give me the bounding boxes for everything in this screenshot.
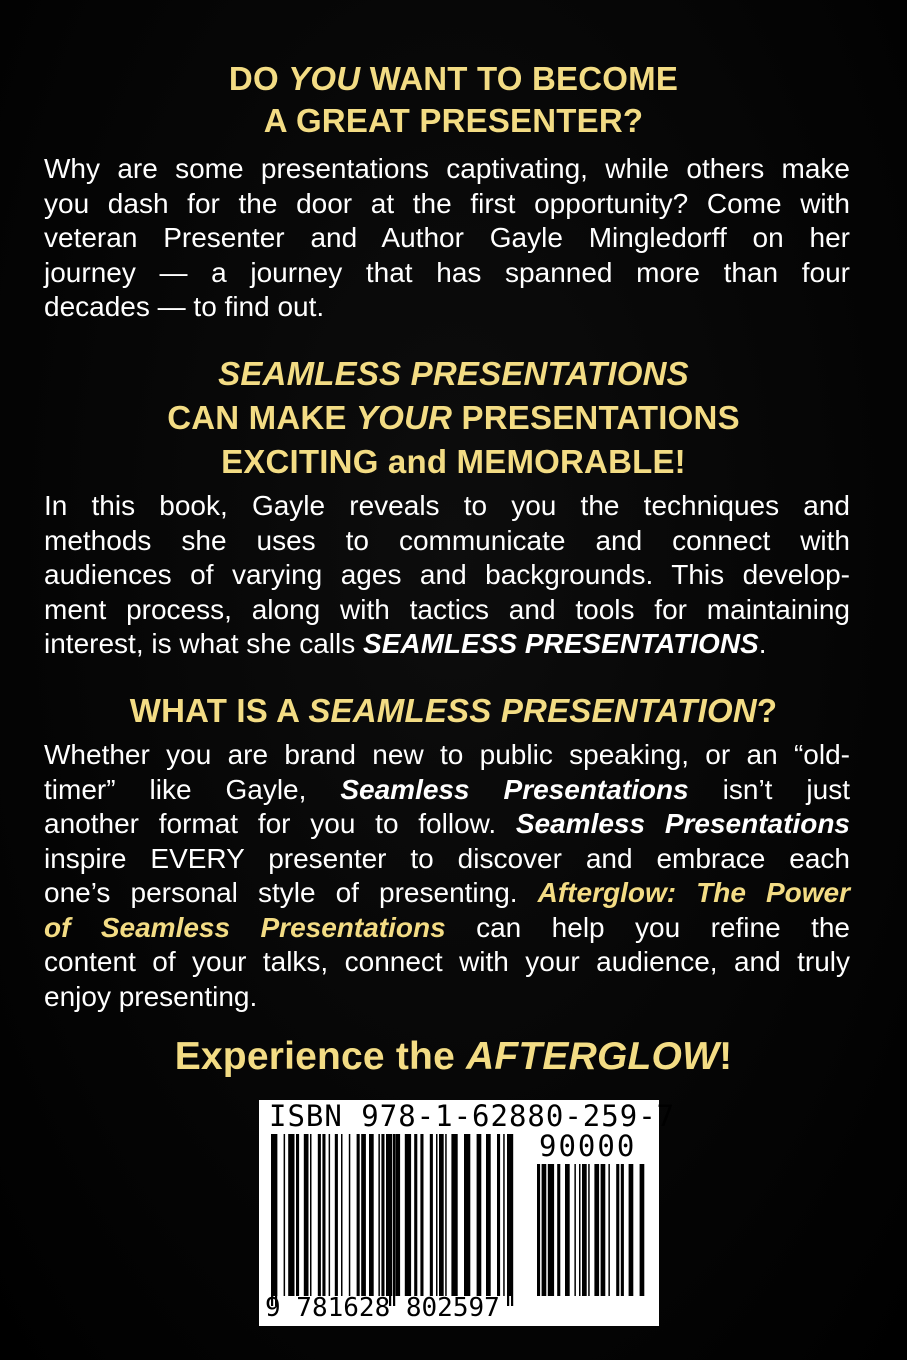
barcode-bar (477, 1134, 482, 1296)
paragraph-text: another format for you to follow. (44, 808, 516, 839)
barcode-bar (349, 1134, 351, 1296)
barcode-bar (588, 1164, 590, 1296)
barcode-bar (574, 1164, 576, 1296)
paragraph-line: Why are some presentations captivating, while others make (44, 153, 850, 184)
headline-text: WHAT IS A (129, 692, 309, 729)
barcode-guard-bar (271, 1134, 273, 1306)
barcode-bar (601, 1164, 606, 1296)
paragraph-line: you dash for the door at the first opportunity? Come with (44, 187, 850, 219)
barcode-guard-bar (511, 1134, 513, 1306)
barcode-bar (318, 1134, 321, 1296)
paragraph-line: Whether you are brand new to public speaking, or an “old- (44, 739, 850, 770)
paragraph-line (44, 807, 850, 842)
barcode-bar (439, 1134, 444, 1296)
barcode-bar (565, 1164, 570, 1296)
headline-become-presenter (0, 58, 907, 142)
barcode-bar (503, 1134, 505, 1296)
headline-emphasis: YOUR (356, 399, 453, 436)
paragraph-line: ment process, along with tactics and tools for maintaining (44, 593, 850, 625)
price-code: 90000 (539, 1129, 637, 1163)
barcode-bar (420, 1134, 423, 1296)
paragraph-line (44, 911, 850, 946)
barcode-bar (640, 1164, 645, 1296)
barcode-bar (341, 1134, 343, 1296)
barcode-bar (335, 1134, 338, 1296)
headline-text: ? (756, 692, 778, 729)
barcode-guard-bar (389, 1134, 391, 1306)
headline-text: ! (719, 1035, 733, 1078)
paragraph-text: one’s personal style of presenting. (44, 877, 538, 908)
barcode-bar (594, 1164, 599, 1296)
paragraph-emphasis: SEAMLESS PRESENTATIONS (363, 628, 759, 659)
paragraph-line: In this book, Gayle reveals to you the techniques and (44, 490, 850, 521)
paragraph-line: veteran Presenter and Author Gayle Mingledorff on her (44, 222, 850, 253)
barcode-digits: 9 781628 802597 (265, 1293, 500, 1323)
barcode-bar (310, 1134, 312, 1296)
barcode-guard-bar (393, 1134, 395, 1306)
headline-seamless-presentations (0, 352, 907, 484)
barcode-bar (414, 1134, 417, 1296)
paragraph-line: methods she uses to communicate and connect with (44, 524, 850, 556)
paragraph-line: decades — to find out. (44, 291, 325, 322)
barcode-bar (329, 1134, 331, 1296)
barcode-bar (369, 1134, 374, 1296)
paragraph-text: interest, is what she calls (44, 628, 364, 659)
headline-what-is (0, 690, 907, 732)
paragraph-text: timer” like Gayle, (44, 773, 341, 805)
barcode-bar (288, 1134, 294, 1296)
barcode-guard-bar (275, 1134, 277, 1306)
headline-line-2 (0, 396, 907, 440)
barcode-bar (361, 1134, 366, 1296)
headline-experience-afterglow (0, 1033, 907, 1081)
book-paragraph (44, 489, 850, 662)
barcode-bar (405, 1134, 411, 1296)
barcode-bar (608, 1164, 610, 1296)
headline-text: DO (228, 60, 289, 97)
barcode-bar (395, 1134, 400, 1296)
barcode-bar (579, 1164, 581, 1296)
barcode-bar (497, 1134, 500, 1296)
paragraph-line (44, 773, 850, 808)
barcode-bar (445, 1134, 447, 1296)
barcode-bar (537, 1164, 540, 1296)
barcode-bar (322, 1134, 325, 1296)
barcode-bar (296, 1134, 299, 1296)
headline-emphasis: SEAMLESS PRESENTATION (308, 692, 757, 729)
headline-emphasis: YOU (288, 60, 361, 97)
barcode-bar (381, 1134, 384, 1296)
paragraph-emphasis: Seamless Presentations (340, 773, 689, 805)
book-title-emphasis: of Seamless Presentations (44, 911, 446, 943)
barcode-bar (548, 1164, 554, 1296)
intro-paragraph (44, 152, 850, 325)
barcode-bar (557, 1164, 560, 1296)
headline-text: CAN MAKE (167, 399, 357, 436)
headline-line-2: A GREAT PRESENTER? (263, 102, 644, 139)
paragraph-line: journey — a journey that has spanned more than four (44, 256, 850, 288)
paragraph-text: isn’t just (688, 773, 850, 805)
barcode-bar (284, 1134, 286, 1296)
paragraph-text: can help you refine the (445, 911, 850, 943)
barcode-bar (542, 1164, 547, 1296)
barcode-bar (621, 1164, 624, 1296)
barcode-bar (451, 1134, 457, 1296)
barcode-bar (357, 1134, 360, 1296)
barcode-bar (486, 1134, 491, 1296)
barcode-guard-bar (507, 1134, 509, 1306)
headline-emphasis: SEAMLESS PRESENTATIONS (218, 355, 689, 392)
paragraph-line: inspire EVERY presenter to discover and embrace each (44, 842, 850, 874)
headline-line-1 (0, 690, 907, 732)
headline-line-1 (0, 352, 907, 396)
barcode-bar (436, 1134, 438, 1296)
paragraph-line (44, 627, 850, 662)
isbn-label: ISBN 978-1-62880-259-7 (269, 1099, 676, 1133)
paragraph-line (44, 876, 850, 911)
barcode-bar (378, 1134, 380, 1296)
book-title-emphasis: Afterglow: The Power (537, 877, 850, 908)
headline-line-3: EXCITING and MEMORABLE! (221, 443, 686, 480)
paragraph-line: audiences of varying ages and backgrounds. This develop- (44, 559, 850, 590)
paragraph-text: . (758, 628, 767, 659)
barcode-bar (464, 1134, 470, 1296)
barcode-bar (304, 1134, 309, 1296)
paragraph-line: content of your talks, connect with your audience, and truly (44, 946, 850, 977)
definition-paragraph (44, 738, 850, 1014)
paragraph-emphasis: Seamless Presentations (515, 808, 851, 839)
headline-text: PRESENTATIONS (452, 399, 740, 436)
headline-text: Experience the (174, 1035, 466, 1078)
paragraph-line: enjoy presenting. (44, 980, 258, 1012)
headline-emphasis: AFTERGLOW (466, 1035, 720, 1078)
headline-line-1 (0, 58, 907, 100)
barcode-bar (629, 1164, 634, 1296)
barcode-bar (582, 1164, 587, 1296)
barcode-bar (430, 1134, 433, 1296)
barcode-bar (616, 1164, 619, 1296)
isbn-barcode (259, 1099, 676, 1326)
headline-text: WANT TO BECOME (360, 60, 679, 97)
